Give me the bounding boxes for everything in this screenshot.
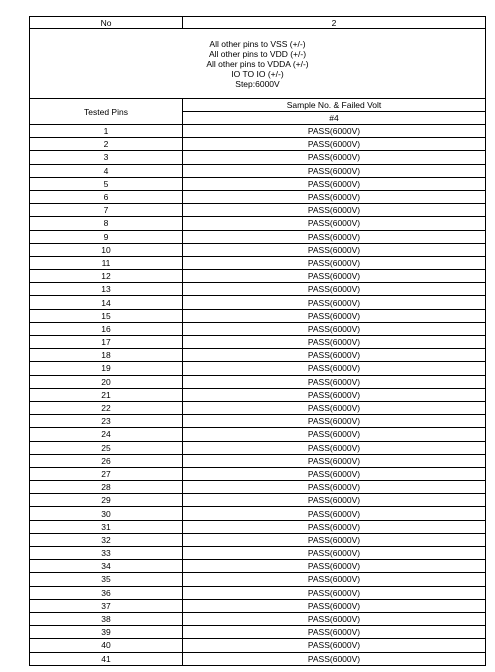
test-result: PASS(6000V) — [183, 454, 486, 467]
pin-number: 30 — [30, 507, 183, 520]
test-result: PASS(6000V) — [183, 125, 486, 138]
pin-number: 5 — [30, 177, 183, 190]
table-row — [30, 520, 486, 533]
conditions-cell — [30, 29, 486, 99]
table-row — [30, 388, 486, 401]
test-result: PASS(6000V) — [183, 415, 486, 428]
table-row — [30, 270, 486, 283]
test-result: PASS(6000V) — [183, 243, 486, 256]
table-row — [30, 309, 486, 322]
test-result: PASS(6000V) — [183, 599, 486, 612]
test-result: PASS(6000V) — [183, 217, 486, 230]
pin-number: 32 — [30, 533, 183, 546]
pin-number: 9 — [30, 230, 183, 243]
test-result: PASS(6000V) — [183, 612, 486, 625]
table-row — [30, 599, 486, 612]
column-header-row — [30, 99, 486, 112]
pin-number: 4 — [30, 164, 183, 177]
test-result: PASS(6000V) — [183, 533, 486, 546]
pin-number: 36 — [30, 586, 183, 599]
pin-number: 13 — [30, 283, 183, 296]
pin-number: 2 — [30, 138, 183, 151]
condition-line: All other pins to VSS (+/-) — [209, 38, 306, 49]
table-row — [30, 151, 486, 164]
table-row — [30, 454, 486, 467]
table-row — [30, 560, 486, 573]
test-result: PASS(6000V) — [183, 481, 486, 494]
table-row — [30, 283, 486, 296]
table-row — [30, 428, 486, 441]
test-result: PASS(6000V) — [183, 309, 486, 322]
pin-number: 33 — [30, 547, 183, 560]
test-result: PASS(6000V) — [183, 204, 486, 217]
test-result: PASS(6000V) — [183, 626, 486, 639]
pin-number: 6 — [30, 190, 183, 203]
test-result: PASS(6000V) — [183, 164, 486, 177]
pin-number: 15 — [30, 309, 183, 322]
test-result: PASS(6000V) — [183, 375, 486, 388]
table-row — [30, 177, 486, 190]
test-result: PASS(6000V) — [183, 507, 486, 520]
test-result: PASS(6000V) — [183, 322, 486, 335]
condition-line: All other pins to VDD (+/-) — [208, 48, 307, 59]
no-label: No — [30, 17, 183, 29]
table-row — [30, 362, 486, 375]
table-row — [30, 652, 486, 665]
table-row — [30, 494, 486, 507]
table-row — [30, 322, 486, 335]
test-result: PASS(6000V) — [183, 296, 486, 309]
table-row — [30, 190, 486, 203]
test-result: PASS(6000V) — [183, 177, 486, 190]
pin-number: 40 — [30, 639, 183, 652]
test-result: PASS(6000V) — [183, 520, 486, 533]
table-row — [30, 125, 486, 138]
test-result: PASS(6000V) — [183, 494, 486, 507]
test-result: PASS(6000V) — [183, 401, 486, 414]
table-row — [30, 573, 486, 586]
pin-number: 10 — [30, 243, 183, 256]
table-row — [30, 256, 486, 269]
condition-line: IO TO IO (+/-) — [231, 68, 284, 79]
table-row — [30, 349, 486, 362]
pin-number: 24 — [30, 428, 183, 441]
test-result: PASS(6000V) — [183, 639, 486, 652]
header-row — [30, 17, 486, 29]
test-result: PASS(6000V) — [183, 283, 486, 296]
pin-number: 37 — [30, 599, 183, 612]
test-result: PASS(6000V) — [183, 467, 486, 480]
test-result: PASS(6000V) — [183, 560, 486, 573]
pin-number: 12 — [30, 270, 183, 283]
pin-number: 22 — [30, 401, 183, 414]
pin-number: 3 — [30, 151, 183, 164]
tested-pins-header: Tested Pins — [30, 99, 183, 125]
table-row — [30, 507, 486, 520]
pin-number: 35 — [30, 573, 183, 586]
table-row — [30, 217, 486, 230]
test-result: PASS(6000V) — [183, 138, 486, 151]
pin-number: 38 — [30, 612, 183, 625]
test-result: PASS(6000V) — [183, 190, 486, 203]
no-value: 2 — [183, 17, 486, 29]
table-row — [30, 204, 486, 217]
pin-number: 41 — [30, 652, 183, 665]
pin-number: 11 — [30, 256, 183, 269]
pin-number: 1 — [30, 125, 183, 138]
table-row — [30, 336, 486, 349]
pin-number: 29 — [30, 494, 183, 507]
test-result: PASS(6000V) — [183, 362, 486, 375]
pin-number: 20 — [30, 375, 183, 388]
pin-number: 19 — [30, 362, 183, 375]
table-row — [30, 639, 486, 652]
table-row — [30, 138, 486, 151]
table-row — [30, 547, 486, 560]
esd-test-table — [29, 16, 486, 666]
test-result: PASS(6000V) — [183, 349, 486, 362]
test-result: PASS(6000V) — [183, 151, 486, 164]
table-row — [30, 481, 486, 494]
pin-number: 27 — [30, 467, 183, 480]
test-result: PASS(6000V) — [183, 336, 486, 349]
pin-number: 39 — [30, 626, 183, 639]
pin-number: 34 — [30, 560, 183, 573]
pin-number: 14 — [30, 296, 183, 309]
pin-number: 7 — [30, 204, 183, 217]
sample-number: #4 — [183, 112, 486, 125]
sample-header: Sample No. & Failed Volt — [183, 99, 486, 112]
table-row — [30, 401, 486, 414]
test-result: PASS(6000V) — [183, 652, 486, 665]
table-row — [30, 467, 486, 480]
pin-number: 16 — [30, 322, 183, 335]
table-row — [30, 296, 486, 309]
pin-number: 21 — [30, 388, 183, 401]
pin-number: 23 — [30, 415, 183, 428]
pin-number: 8 — [30, 217, 183, 230]
condition-line: All other pins to VDDA (+/-) — [206, 58, 309, 69]
pin-number: 26 — [30, 454, 183, 467]
test-result: PASS(6000V) — [183, 547, 486, 560]
table-row — [30, 586, 486, 599]
conditions-row — [30, 29, 486, 99]
test-result: PASS(6000V) — [183, 586, 486, 599]
table-row — [30, 441, 486, 454]
condition-line: Step:6000V — [235, 78, 280, 89]
table-row — [30, 243, 486, 256]
table-row — [30, 626, 486, 639]
test-result: PASS(6000V) — [183, 573, 486, 586]
table-row — [30, 164, 486, 177]
pin-number: 31 — [30, 520, 183, 533]
test-result: PASS(6000V) — [183, 441, 486, 454]
test-result: PASS(6000V) — [183, 428, 486, 441]
pin-number: 28 — [30, 481, 183, 494]
test-result: PASS(6000V) — [183, 256, 486, 269]
table-row — [30, 230, 486, 243]
pin-number: 18 — [30, 349, 183, 362]
test-result: PASS(6000V) — [183, 388, 486, 401]
pin-number: 17 — [30, 336, 183, 349]
table-row — [30, 375, 486, 388]
pin-number: 25 — [30, 441, 183, 454]
test-result: PASS(6000V) — [183, 270, 486, 283]
table-row — [30, 415, 486, 428]
table-row — [30, 612, 486, 625]
test-result: PASS(6000V) — [183, 230, 486, 243]
table-row — [30, 533, 486, 546]
